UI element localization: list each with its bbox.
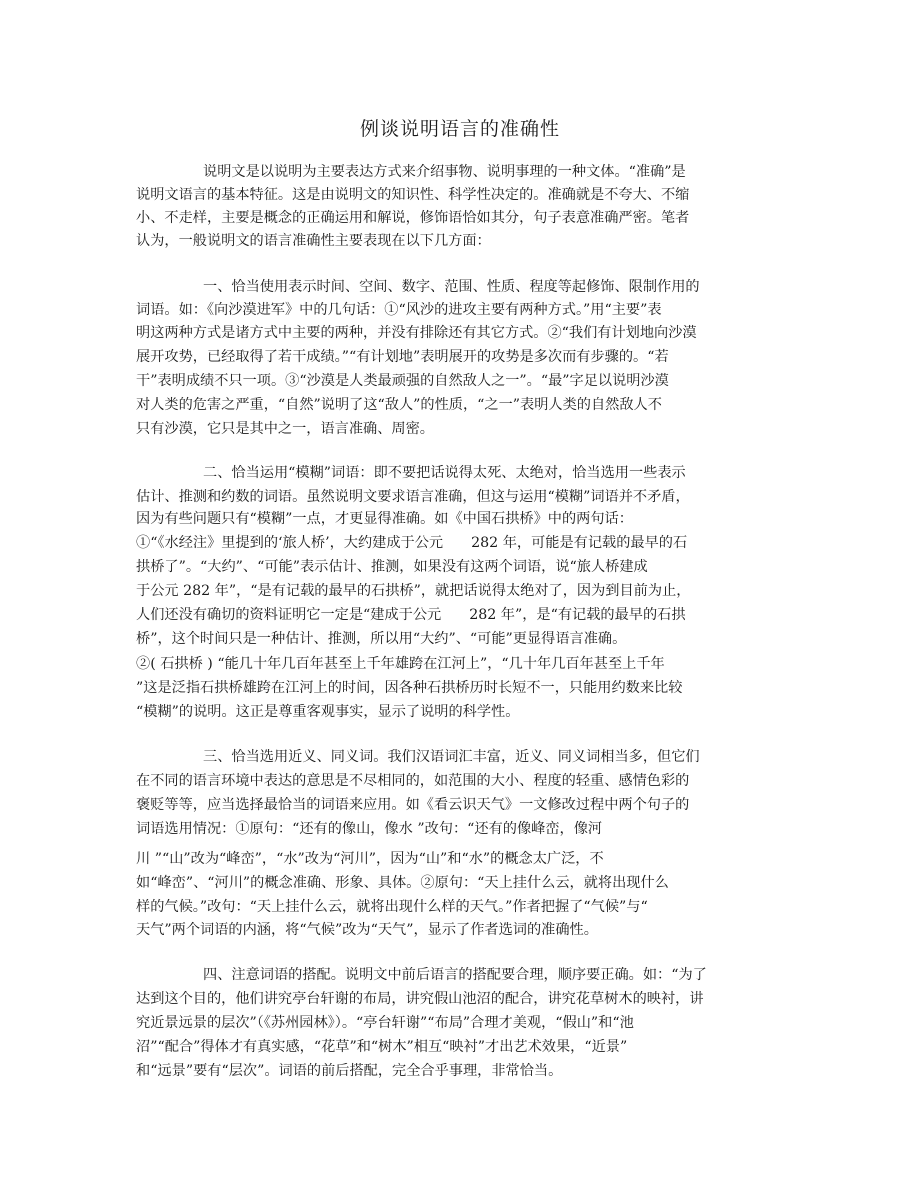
text-line: 沼”“配合”得体才有真实感，“花草”和“树木”相互“映衬”才出艺术效果，“近景” [136, 1039, 628, 1055]
text-line: 词语选用情况：①原句：“还有的像山，像水 ”改句：“还有的像峰峦，像河 [136, 821, 603, 837]
text-line: 究近景远景的层次”（《苏州园林》）。“亭台轩谢”“布局”合理才美观，“假山”和“池 [136, 1015, 634, 1031]
text-segment: 人们还没有确切的资料证明它一定是“建成于公元 [136, 607, 442, 623]
text-line: 样的气候。”改句：“天上挂什么云，就将出现什么样的天气。”作者把握了“气候”与“ [136, 899, 648, 915]
text-line: 只有沙漠，它只是其中之一，语言准确、周密。 [136, 421, 434, 437]
text-line: 川 ”“山”改为“峰峦”，“水”改为“河川”，因为“山”和“水”的概念太广泛，不 [136, 851, 604, 867]
text-line: 估计、推测和约数的词语。虽然说明文要求语言准确，但这与运用“模糊”词语并不矛盾， [136, 489, 690, 505]
text-segment: 282 年”，是“有记载的最早的石拱 [469, 607, 686, 623]
text-line: 词语。如：《向沙漠进军》中的几句话：①“风沙的进攻主要有两种方式。”用“主要”表 [136, 302, 662, 318]
text-line: 和“远景”要有“层次”。词语的前后搭配，完全合乎事理，非常恰当。 [136, 1063, 563, 1079]
text-line: 天气”两个词语的内涵，将“气候”改为“天气”，显示了作者选词的准确性。 [136, 922, 598, 938]
text-line: 二、恰当运用“模糊”词语：即不要把话说得太死、太绝对，恰当选用一些表示 [203, 465, 686, 481]
text-line: 达到这个目的，他们讲究亭台轩谢的布局，讲究假山池沼的配合，讲究花草树木的映衬，讲 [136, 991, 704, 1007]
text-segment: ①“《水经注》里提到的‘旅人桥’，大约建成于公元 [136, 535, 444, 551]
text-line: 认为，一般说明文的语言准确性主要表现在以下几方面： [136, 233, 491, 249]
text-line: 桥”，这个时间只是一种估计、推测，所以用“大约”、“可能”更显得语言准确。 [136, 631, 627, 647]
text-line: 对人类的危害之严重，“自然”说明了这“敌人”的性质，“之一”表明人类的自然敌人不 [136, 397, 662, 413]
text-line: “模糊”的说明。这正是尊重客观事实，显示了说明的科学性。 [136, 704, 520, 720]
text-line: 说明文语言的基本特征。这是由说明文的知识性、科学性决定的。准确就是不夸大、不缩 [136, 187, 690, 203]
text-segment: 282 年，可能是有记载的最早的石 [471, 535, 688, 551]
text-line: 展开攻势，已经取得了若干成绩。”“有计划地”表明展开的攻势是多次而有步骤的。“若 [136, 349, 669, 365]
text-line [136, 604, 686, 626]
text-line: 如“峰峦”、“河川”的概念准确、形象、具体。②原句：“天上挂什么云，就将出现什么 [136, 875, 669, 891]
text-line: 三、恰当选用近义、同义词。我们汉语词汇丰富，近义、同义词相当多，但它们 [203, 749, 700, 765]
text-line: 小、不走样，主要是概念的正确运用和解说，修饰语恰如其分，句子表意准确严密。笔者 [136, 210, 690, 226]
page-title: 例谈说明语言的准确性 [359, 118, 560, 140]
text-line: 明这两种方式是诸方式中主要的两种，并没有排除还有其它方式。②“我们有计划地向沙漠 [136, 325, 697, 341]
text-line: 褒贬等等，应当选择最恰当的词语来应用。如《看云识天气》一文修改过程中两个句子的 [136, 797, 690, 813]
text-line: ②( 石拱桥 ) “能几十年几百年甚至上千年雄跨在江河上”，“几十年几百年甚至上千年 [136, 656, 665, 672]
text-line: ”这是泛指石拱桥雄跨在江河上的时间，因各种石拱桥历时长短不一，只能用约数来比较 [136, 680, 683, 696]
text-line: 拱桥了”。“大约”、“可能”表示估计、推测，如果没有这两个词语，说“旅人桥建成 [136, 559, 648, 575]
text-line: 于公元 282 年”，“是有记载的最早的石拱桥”，就把话说得太绝对了，因为到目前为止， [136, 583, 691, 599]
text-line: 因为有些问题只有“模糊”一点，才更显得准确。如《中国石拱桥》中的两句话： [136, 511, 633, 527]
text-line: 说明文是以说明为主要表达方式来介绍事物、说明事理的一种文体。“准确”是 [203, 164, 686, 180]
text-line: 在不同的语言环境中表达的意思是不尽相同的，如范围的大小、程度的轻重、感情色彩的 [136, 773, 690, 789]
text-line [136, 532, 687, 554]
text-line: 四、注意词语的搭配。说明文中前后语言的搭配要合理，顺序要正确。如：“为了 [203, 967, 707, 983]
text-line: 干”表明成绩不只一项。③“沙漠是人类最顽强的自然敌人之一”。“最”字足以说明沙漠 [136, 373, 669, 389]
text-line: 一、恰当使用表示时间、空间、数字、范围、性质、程度等起修饰、限制作用的 [203, 279, 700, 295]
